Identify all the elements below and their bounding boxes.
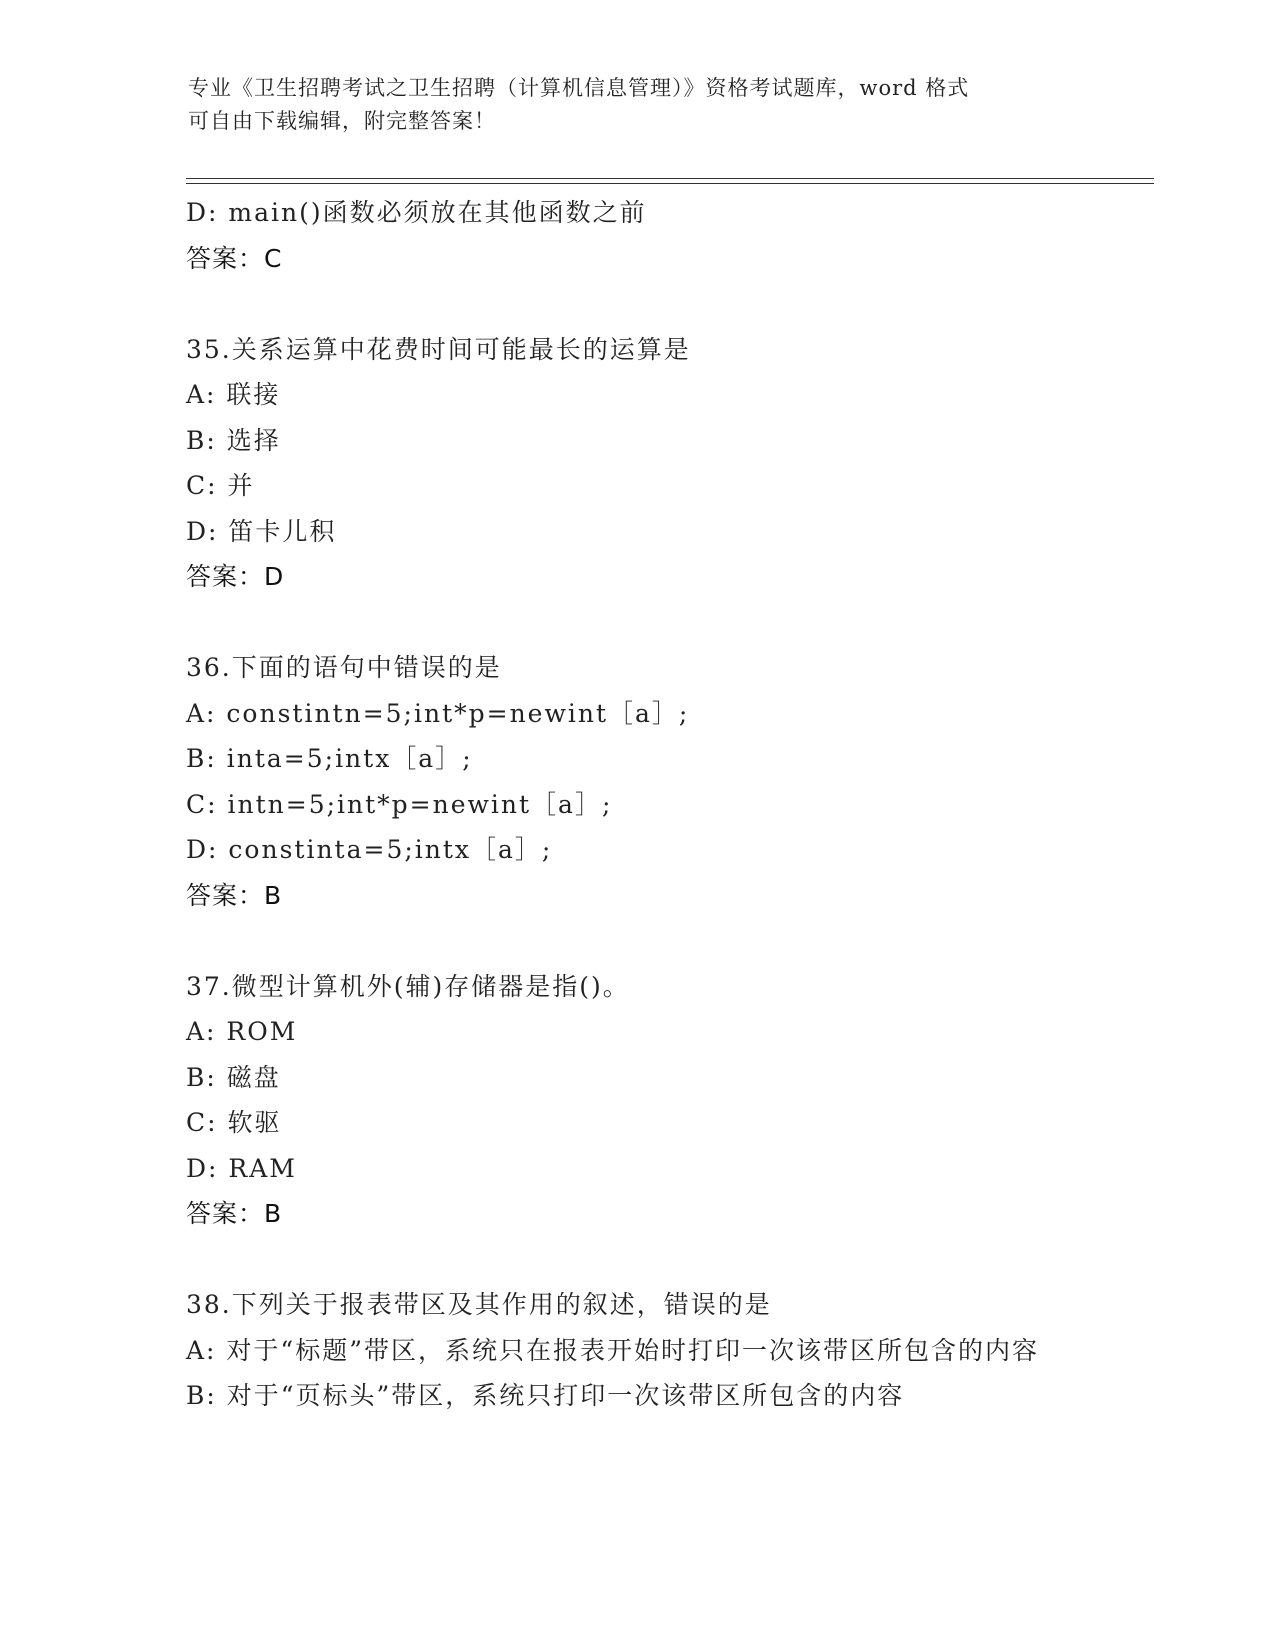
option-a: A: ROM: [186, 1017, 298, 1046]
option-b: B: 选择: [186, 425, 281, 455]
header-rule-top: [186, 178, 1154, 179]
question-stem: 38.下列关于报表带区及其作用的叙述，错误的是: [186, 1290, 772, 1319]
option-c: C: intn=5;int*p=newint［a］;: [186, 789, 613, 819]
option-a: A: 联接: [186, 380, 281, 409]
option-b: B: inta=5;intx［a］;: [186, 744, 473, 773]
question-stem: 37.微型计算机外(辅)存储器是指()。: [186, 971, 630, 1001]
option-d: D: 笛卡儿积: [186, 516, 337, 546]
header-rule-bottom: [186, 183, 1154, 184]
option-a: A: 对于“标题”带区，系统只在报表开始时打印一次该带区所包含的内容: [186, 1335, 1039, 1365]
option-b: B: 磁盘: [186, 1062, 281, 1092]
question-stem: 36.下面的语句中错误的是: [186, 653, 502, 682]
option-d: D: RAM: [186, 1153, 297, 1183]
option-d: D: constinta=5;intx［a］;: [186, 835, 553, 864]
answer: 答案：B: [186, 880, 283, 910]
answer: 答案：D: [186, 562, 285, 591]
option-c: C: 并: [186, 471, 255, 500]
document-header: [188, 72, 1068, 138]
question-list: [186, 190, 1086, 1419]
spacer: [186, 600, 1086, 646]
answer: 答案：B: [186, 1199, 283, 1228]
option-d: D: main()函数必须放在其他函数之前: [186, 198, 647, 227]
question-stem: 35.关系运算中花费时间可能最长的运算是: [186, 334, 691, 364]
answer: 答案：C: [186, 243, 283, 273]
option-c: C: 软驱: [186, 1108, 282, 1137]
spacer: [186, 918, 1086, 964]
header-line-1: 专业《卫生招聘考试之卫生招聘（计算机信息管理）》资格考试题库，word 格式: [188, 76, 970, 100]
option-b: B: 对于“页标头”带区，系统只打印一次该带区所包含的内容: [186, 1381, 905, 1410]
spacer: [186, 1237, 1086, 1283]
header-line-2: 可自由下载编辑，附完整答案！: [188, 109, 496, 133]
spacer: [186, 281, 1086, 327]
option-a: A: constintn=5;int*p=newint［a］;: [186, 698, 690, 728]
